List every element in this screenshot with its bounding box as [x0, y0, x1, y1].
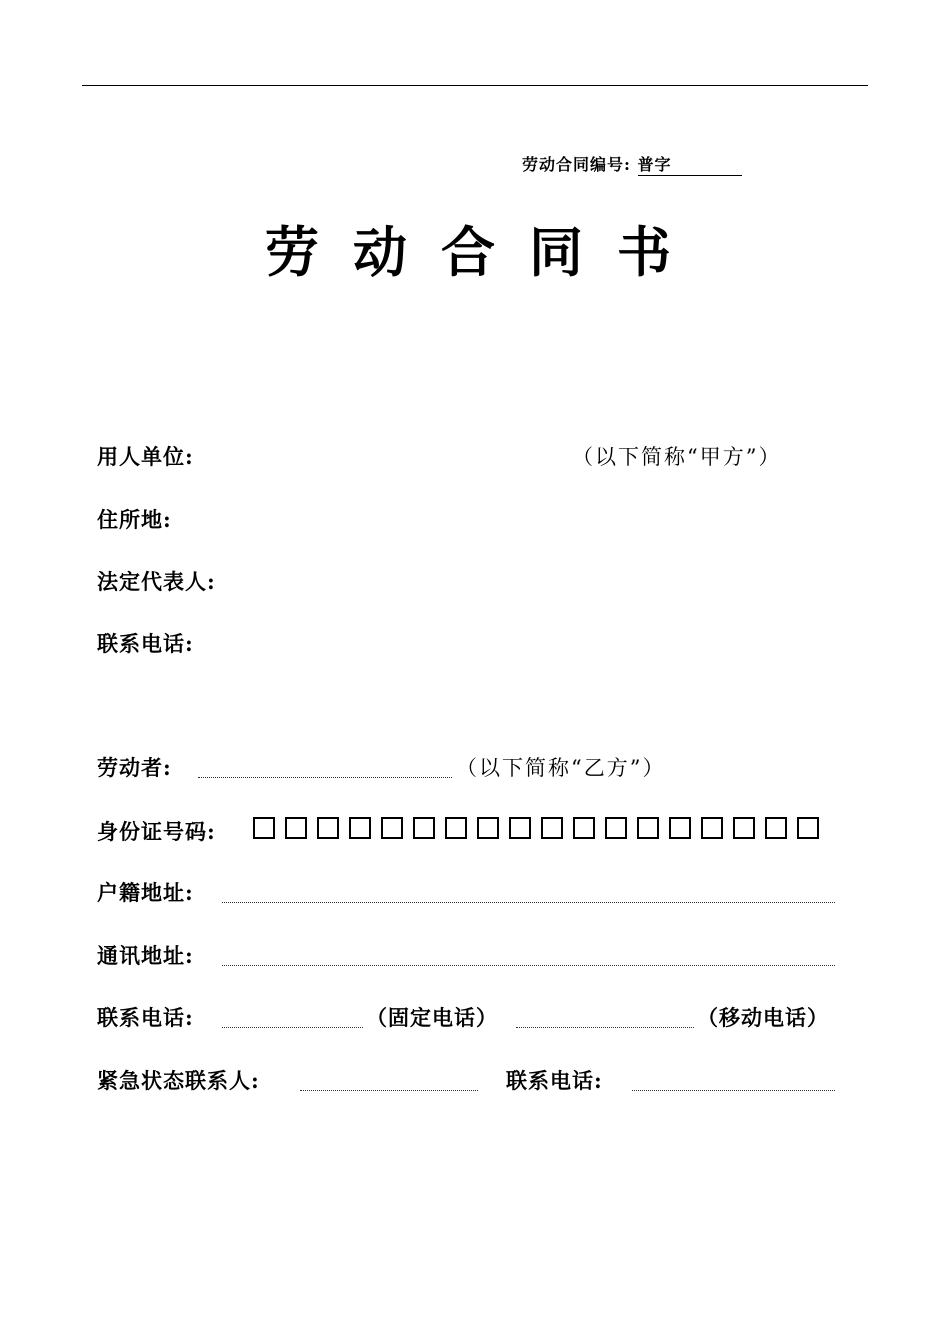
contract-number-field[interactable] [638, 155, 742, 176]
contract-number-prefix: 普字 [637, 155, 672, 174]
id-digit-box[interactable] [477, 817, 499, 839]
emergency-contact-label: 紧急状态联系人: [97, 1068, 260, 1093]
id-digit-box[interactable] [381, 817, 403, 839]
household-address-field[interactable] [222, 902, 835, 903]
id-digit-box[interactable] [573, 817, 595, 839]
id-digit-box[interactable] [285, 817, 307, 839]
worker-name-field[interactable] [198, 777, 452, 778]
mailing-address-field[interactable] [222, 965, 835, 966]
id-digit-box[interactable] [253, 817, 275, 839]
employer-phone-label: 联系电话: [97, 631, 194, 656]
emergency-phone-label: 联系电话: [506, 1068, 603, 1093]
employer-label: 用人单位: [97, 444, 194, 469]
page-title: 劳动合同书 [265, 220, 705, 284]
id-digit-box[interactable] [605, 817, 627, 839]
fixed-phone-field[interactable] [222, 1027, 363, 1028]
id-digit-box[interactable] [317, 817, 339, 839]
legal-representative-label: 法定代表人: [97, 569, 216, 594]
id-digit-box[interactable] [349, 817, 371, 839]
fixed-phone-note: （固定电话） [366, 1005, 498, 1030]
mobile-phone-note: （移动电话） [697, 1005, 829, 1030]
id-digit-box[interactable] [445, 817, 467, 839]
employer-address-label: 住所地: [97, 507, 172, 532]
id-number-label: 身份证号码: [97, 819, 216, 844]
worker-label: 劳动者: [97, 755, 172, 780]
emergency-phone-field[interactable] [632, 1090, 835, 1091]
contract-number-label: 劳动合同编号: [522, 155, 631, 174]
employer-note: （以下简称“甲方”） [572, 445, 782, 469]
emergency-contact-field[interactable] [300, 1090, 478, 1091]
mailing-address-label: 通讯地址: [97, 943, 194, 968]
id-digit-box[interactable] [541, 817, 563, 839]
id-digit-box[interactable] [413, 817, 435, 839]
id-number-boxes [253, 817, 819, 839]
household-address-label: 户籍地址: [97, 880, 194, 905]
header-rule [82, 85, 868, 86]
id-digit-box[interactable] [765, 817, 787, 839]
contract-number [522, 152, 742, 176]
worker-phone-label: 联系电话: [97, 1005, 194, 1030]
id-digit-box[interactable] [733, 817, 755, 839]
id-digit-box[interactable] [797, 817, 819, 839]
worker-note: （以下简称“乙方”） [456, 756, 666, 780]
id-digit-box[interactable] [509, 817, 531, 839]
mobile-phone-field[interactable] [516, 1027, 694, 1028]
id-digit-box[interactable] [669, 817, 691, 839]
id-digit-box[interactable] [701, 817, 723, 839]
id-digit-box[interactable] [637, 817, 659, 839]
